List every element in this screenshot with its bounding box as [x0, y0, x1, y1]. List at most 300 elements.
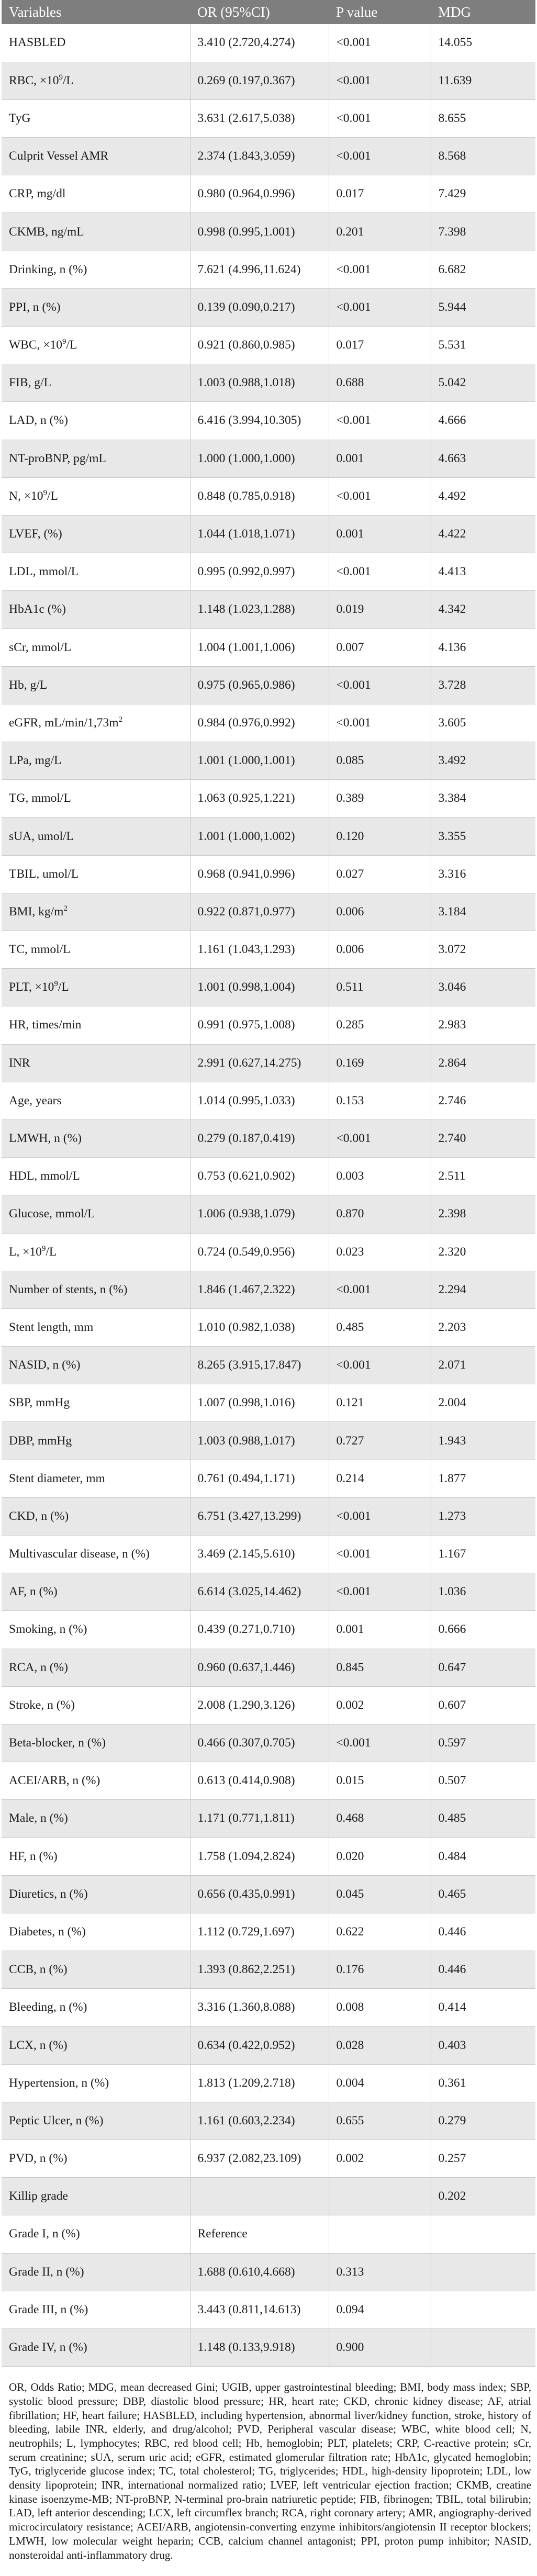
- or-ci-cell: 6.614 (3.025,14.462): [190, 1573, 329, 1611]
- variable-name: HbA1c (%): [9, 602, 66, 617]
- variable-cell: [2, 2026, 190, 2064]
- variable-cell: [2, 629, 190, 666]
- variable-name: HASBLED: [9, 36, 66, 50]
- or-ci-cell: 0.960 (0.637,1.446): [190, 1649, 329, 1686]
- p-value-cell: 0.023: [329, 1233, 431, 1271]
- mdg-cell: 1.877: [431, 1460, 535, 1497]
- variable-name: Hypertension, n (%): [9, 2076, 109, 2090]
- variable-name: AF, n (%): [9, 1585, 58, 1599]
- or-ci-cell: 1.171 (0.771,1.811): [190, 1800, 329, 1838]
- variable-name: RCA, n (%): [9, 1660, 68, 1674]
- variable-cell: [2, 1384, 190, 1422]
- variable-name: Diuretics, n (%): [9, 1887, 88, 1901]
- variable-cell: [2, 855, 190, 893]
- variable-name: CKD, n (%): [9, 1509, 69, 1523]
- p-value-cell: 0.622: [329, 1913, 431, 1951]
- table-row: [2, 553, 535, 591]
- mdg-cell: [431, 2215, 535, 2253]
- variable-cell: [2, 1460, 190, 1497]
- or-ci-cell: 1.161 (1.043,1.293): [190, 931, 329, 969]
- table-row: [2, 288, 535, 326]
- variable-name: HR, times/min: [9, 1018, 82, 1032]
- mdg-cell: 0.446: [431, 1951, 535, 1989]
- mdg-cell: 2.398: [431, 1195, 535, 1233]
- or-ci-cell: 1.000 (1.000,1.000): [190, 440, 329, 477]
- or-ci-cell: Reference: [190, 2215, 329, 2253]
- table-row: [2, 1989, 535, 2026]
- mdg-cell: 2.864: [431, 1044, 535, 1082]
- variable-name: SBP, mmHg: [9, 1396, 70, 1410]
- mdg-cell: 2.294: [431, 1271, 535, 1308]
- table-row: [2, 742, 535, 780]
- p-value-cell: 0.900: [329, 2328, 431, 2366]
- p-value-cell: 0.094: [329, 2291, 431, 2328]
- p-value-cell: 0.002: [329, 1686, 431, 1724]
- p-value-cell: 0.003: [329, 1158, 431, 1195]
- or-ci-cell: [190, 2178, 329, 2215]
- p-value-cell: 0.176: [329, 1951, 431, 1989]
- mdg-cell: 3.384: [431, 780, 535, 817]
- mdg-cell: 0.485: [431, 1800, 535, 1838]
- unit-suffix: /L: [66, 338, 77, 352]
- or-ci-cell: 0.922 (0.871,0.977): [190, 893, 329, 931]
- table-row: [2, 24, 535, 62]
- or-ci-cell: 1.112 (0.729,1.697): [190, 1913, 329, 1951]
- p-value-cell: 0.028: [329, 2026, 431, 2064]
- mdg-cell: 0.257: [431, 2140, 535, 2178]
- table-row: [2, 138, 535, 175]
- p-value-cell: <0.001: [329, 553, 431, 591]
- variable-name: TG, mmol/L: [9, 791, 71, 805]
- variable-cell: [2, 1838, 190, 1875]
- mdg-cell: 0.597: [431, 1724, 535, 1762]
- variable-cell: [2, 251, 190, 288]
- header-mdg: MDG: [438, 4, 472, 20]
- unit-superscript: 9: [43, 488, 47, 497]
- p-value-cell: 0.020: [329, 1838, 431, 1875]
- or-ci-cell: 2.008 (1.290,3.126): [190, 1686, 329, 1724]
- p-value-cell: 0.169: [329, 1044, 431, 1082]
- mdg-cell: 3.492: [431, 742, 535, 780]
- table-row: [2, 1800, 535, 1838]
- mdg-cell: [431, 2291, 535, 2328]
- variable-name: N, ×10: [9, 489, 43, 503]
- table-row: [2, 1460, 535, 1497]
- or-ci-cell: 0.139 (0.090,0.217): [190, 288, 329, 326]
- p-value-cell: 0.004: [329, 2064, 431, 2102]
- table-row: [2, 515, 535, 553]
- p-value-cell: 0.468: [329, 1800, 431, 1838]
- or-ci-cell: 0.761 (0.494,1.171): [190, 1460, 329, 1497]
- variable-name: TyG: [9, 111, 31, 125]
- variable-name: Killip grade: [9, 2189, 68, 2203]
- variable-cell: [2, 1158, 190, 1195]
- mdg-cell: 2.740: [431, 1119, 535, 1157]
- table-row: [2, 1233, 535, 1271]
- mdg-cell: 0.361: [431, 2064, 535, 2102]
- table-row: [2, 931, 535, 969]
- variable-name: PPI, n (%): [9, 300, 61, 314]
- or-ci-cell: 1.004 (1.001,1.006): [190, 629, 329, 666]
- or-ci-cell: 2.991 (0.627,14.275): [190, 1044, 329, 1082]
- table-row: [2, 704, 535, 742]
- table-row: [2, 2026, 535, 2064]
- variable-name: Stroke, n (%): [9, 1698, 75, 1712]
- table-header: [2, 0, 535, 24]
- or-ci-cell: 1.846 (1.467,2.322): [190, 1271, 329, 1308]
- mdg-cell: 4.666: [431, 402, 535, 440]
- or-ci-cell: 0.984 (0.976,0.992): [190, 704, 329, 742]
- mdg-cell: 2.511: [431, 1158, 535, 1195]
- p-value-cell: <0.001: [329, 62, 431, 99]
- variable-name: Stent length, mm: [9, 1320, 94, 1334]
- mdg-cell: 0.507: [431, 1762, 535, 1800]
- table-row: [2, 2328, 535, 2366]
- variable-name: Drinking, n (%): [9, 262, 87, 276]
- mdg-cell: 0.414: [431, 1989, 535, 2026]
- p-value-cell: <0.001: [329, 99, 431, 137]
- table-footnote: OR, Odds Ratio; MDG, mean decreased Gini; UGIB, upper gastrointestinal bleeding; BMI, body mass index; SBP, systolic blood pressure; DBP, diastolic blood pressure; HR, heart rate; CKD, chronic kidney disease; AF, atrial fibrillation; HF, heart failure; HASBLED, including hypertension, abnormal liver/kidney function, stroke, history of bleeding, labile INR, elderly, and drug/alcohol; PVD, Peripheral vascular disease; WBC, white blood cell; N, neutrophils; L, lymphocytes; RBC, red blood cell; Hb, hemoglobin; PLT, platelets; CRP, C-reactive protein; sCr, serum creatinine; sUA, serum uric acid; eGFR, estimated glomerular filtration rate; HbA1c, glycated hemoglobin; TyG, triglyceride glucose index; TC, total cholesterol; TG, triglycerides; HDL, high-density lipoprotein; LDL, low density lipoprotein; INR, international normalized ratio; LVEF, left ventricular ejection fraction; CKMB, creatine kinase isoenzyme-MB; NT-proBNP, N-terminal pro-brain natriuretic peptide; FIB, fibrinogen; TBIL, total bilirubin; LAD, left anterior descending; LCX, left circumflex branch; RCA, right coronary artery; AMR, angiography-derived microcirculatory resistance; ACEI/ARB, angiotensin-converting enzyme inhibitors/angiotensin II receptor blockers; LMWH, low molecular weight heparin; CCB, calcium channel antagonist; PPI, proton pump inhibitor; NASID, nonsteroidal anti-inflammatory drug.: [9, 2381, 531, 2561]
- header-row: [2, 0, 535, 24]
- variable-cell: [2, 704, 190, 742]
- p-value-cell: 0.006: [329, 931, 431, 969]
- mdg-cell: 3.316: [431, 855, 535, 893]
- variable-name: eGFR, mL/min/1,73m: [9, 715, 119, 730]
- variable-cell: [2, 1762, 190, 1800]
- table-row: [2, 1044, 535, 1082]
- or-ci-cell: 0.279 (0.187,0.419): [190, 1119, 329, 1157]
- variable-name: LMWH, n (%): [9, 1132, 82, 1146]
- unit-suffix: /L: [58, 980, 69, 994]
- p-value-cell: <0.001: [329, 1724, 431, 1762]
- p-value-cell: [329, 2215, 431, 2253]
- variable-name: CCB, n (%): [9, 1963, 68, 1977]
- table-body: [2, 24, 535, 2367]
- variable-cell: [2, 2178, 190, 2215]
- p-value-cell: 0.201: [329, 213, 431, 251]
- variable-cell: [2, 1875, 190, 1913]
- variable-name: sUA, umol/L: [9, 829, 74, 843]
- variable-cell: [2, 2291, 190, 2328]
- p-value-cell: <0.001: [329, 666, 431, 704]
- variable-cell: [2, 515, 190, 553]
- or-ci-cell: 0.724 (0.549,0.956): [190, 1233, 329, 1271]
- variable-cell: [2, 1082, 190, 1119]
- table-row: [2, 1649, 535, 1686]
- or-ci-cell: 0.656 (0.435,0.991): [190, 1875, 329, 1913]
- unit-suffix: /L: [63, 73, 74, 87]
- p-value-cell: 0.688: [329, 364, 431, 402]
- table-row: [2, 1573, 535, 1611]
- p-value-cell: 0.285: [329, 1006, 431, 1044]
- table-row: [2, 855, 535, 893]
- p-value-cell: 0.511: [329, 969, 431, 1006]
- header-variables: Variables: [9, 4, 62, 20]
- mdg-cell: 2.983: [431, 1006, 535, 1044]
- table-row: [2, 1875, 535, 1913]
- variable-cell: [2, 1800, 190, 1838]
- mdg-cell: 1.273: [431, 1497, 535, 1535]
- p-value-cell: <0.001: [329, 477, 431, 515]
- variable-cell: [2, 1308, 190, 1346]
- or-ci-cell: 1.003 (0.988,1.017): [190, 1422, 329, 1460]
- variable-cell: [2, 1271, 190, 1308]
- variable-cell: [2, 1611, 190, 1649]
- table-row: [2, 2140, 535, 2178]
- unit-superscript: 9: [59, 73, 63, 82]
- or-ci-cell: 6.416 (3.994,10.305): [190, 402, 329, 440]
- or-ci-cell: 1.001 (1.000,1.002): [190, 817, 329, 855]
- variable-name: LDL, mmol/L: [9, 565, 79, 579]
- variable-cell: [2, 2064, 190, 2102]
- table-row: [2, 477, 535, 515]
- variable-name: LPa, mg/L: [9, 754, 62, 768]
- table-row: [2, 2178, 535, 2215]
- variable-cell: [2, 175, 190, 213]
- mdg-cell: 0.202: [431, 2178, 535, 2215]
- variable-cell: [2, 1497, 190, 1535]
- mdg-cell: 3.072: [431, 931, 535, 969]
- variable-name: NT-proBNP, pg/mL: [9, 451, 106, 465]
- mdg-cell: 6.682: [431, 251, 535, 288]
- variable-cell: [2, 1119, 190, 1157]
- p-value-cell: <0.001: [329, 1119, 431, 1157]
- p-value-cell: 0.001: [329, 440, 431, 477]
- or-ci-cell: 1.393 (0.862,2.251): [190, 1951, 329, 1989]
- variable-name: Grade IV, n (%): [9, 2340, 87, 2355]
- table-row: [2, 666, 535, 704]
- or-ci-cell: 0.439 (0.271,0.710): [190, 1611, 329, 1649]
- table-row: [2, 1195, 535, 1233]
- table-row: [2, 1271, 535, 1308]
- or-ci-cell: 1.044 (1.018,1.071): [190, 515, 329, 553]
- table-row: [2, 175, 535, 213]
- p-value-cell: 0.214: [329, 1460, 431, 1497]
- mdg-cell: 3.728: [431, 666, 535, 704]
- mdg-cell: 0.666: [431, 1611, 535, 1649]
- p-value-cell: <0.001: [329, 24, 431, 62]
- table-row: [2, 99, 535, 137]
- or-ci-cell: 0.613 (0.414,0.908): [190, 1762, 329, 1800]
- table-row: [2, 1536, 535, 1573]
- variable-name: Grade III, n (%): [9, 2302, 88, 2316]
- variable-name: L, ×10: [9, 1245, 42, 1259]
- p-value-cell: <0.001: [329, 1497, 431, 1535]
- or-ci-cell: 7.621 (4.996,11.624): [190, 251, 329, 288]
- p-value-cell: 0.001: [329, 515, 431, 553]
- or-ci-cell: 1.001 (0.998,1.004): [190, 969, 329, 1006]
- p-value-cell: 0.001: [329, 1611, 431, 1649]
- variable-cell: [2, 477, 190, 515]
- p-value-cell: 0.870: [329, 1195, 431, 1233]
- mdg-cell: 0.465: [431, 1875, 535, 1913]
- mdg-cell: 0.446: [431, 1913, 535, 1951]
- table-row: [2, 213, 535, 251]
- unit-superscript: 2: [63, 904, 68, 913]
- table-row: [2, 2291, 535, 2328]
- p-value-cell: 0.845: [329, 1649, 431, 1686]
- mdg-cell: 1.167: [431, 1536, 535, 1573]
- variable-name: INR: [9, 1056, 30, 1070]
- variable-cell: [2, 817, 190, 855]
- unit-superscript: 9: [62, 338, 66, 346]
- or-ci-cell: 3.469 (2.145,5.610): [190, 1536, 329, 1573]
- variable-name: NASID, n (%): [9, 1358, 81, 1372]
- or-ci-cell: 6.937 (2.082,23.109): [190, 2140, 329, 2178]
- or-ci-cell: 3.631 (2.617,5.038): [190, 99, 329, 137]
- mdg-cell: 3.046: [431, 969, 535, 1006]
- or-ci-cell: 6.751 (3.427,13.299): [190, 1497, 329, 1535]
- or-ci-cell: 1.010 (0.982,1.038): [190, 1308, 329, 1346]
- or-ci-cell: 1.063 (0.925,1.221): [190, 780, 329, 817]
- p-value-cell: 0.017: [329, 327, 431, 364]
- p-value-cell: 0.389: [329, 780, 431, 817]
- p-value-cell: 0.017: [329, 175, 431, 213]
- or-ci-cell: 0.921 (0.860,0.985): [190, 327, 329, 364]
- mdg-cell: 4.342: [431, 591, 535, 629]
- p-value-cell: <0.001: [329, 402, 431, 440]
- or-ci-cell: 1.688 (0.610,4.668): [190, 2253, 329, 2291]
- mdg-cell: 4.413: [431, 553, 535, 591]
- or-ci-cell: 3.443 (0.811,14.613): [190, 2291, 329, 2328]
- or-ci-cell: 1.001 (1.000,1.001): [190, 742, 329, 780]
- variable-name: CKMB, ng/mL: [9, 225, 84, 239]
- or-ci-cell: 1.007 (0.998,1.016): [190, 1384, 329, 1422]
- mdg-cell: 1.036: [431, 1573, 535, 1611]
- or-ci-cell: 1.148 (1.023,1.288): [190, 591, 329, 629]
- variable-cell: [2, 1044, 190, 1082]
- p-value-cell: <0.001: [329, 251, 431, 288]
- header-or-ci: OR (95%CI): [197, 4, 270, 20]
- variable-name: Culprit Vessel AMR: [9, 149, 109, 163]
- variable-cell: [2, 1195, 190, 1233]
- p-value-cell: <0.001: [329, 138, 431, 175]
- variable-cell: [2, 1649, 190, 1686]
- p-value-cell: 0.019: [329, 591, 431, 629]
- mdg-cell: 4.136: [431, 629, 535, 666]
- variable-name: sCr, mmol/L: [9, 640, 72, 654]
- p-value-cell: [329, 2178, 431, 2215]
- variable-name: Age, years: [9, 1093, 62, 1107]
- mdg-cell: [431, 2328, 535, 2366]
- p-value-cell: 0.313: [329, 2253, 431, 2291]
- mdg-cell: 5.042: [431, 364, 535, 402]
- variable-name: FIB, g/L: [9, 376, 51, 390]
- or-ci-cell: 1.014 (0.995,1.033): [190, 1082, 329, 1119]
- variable-name: TC, mmol/L: [9, 943, 71, 957]
- p-value-cell: <0.001: [329, 288, 431, 326]
- or-ci-cell: 0.968 (0.941,0.996): [190, 855, 329, 893]
- variable-cell: [2, 553, 190, 591]
- variable-name: LVEF, (%): [9, 527, 62, 541]
- mdg-cell: 0.279: [431, 2102, 535, 2140]
- table-row: [2, 629, 535, 666]
- variable-cell: [2, 402, 190, 440]
- table-row: [2, 1838, 535, 1875]
- variable-name: Stent diameter, mm: [9, 1471, 105, 1485]
- or-ci-cell: 0.269 (0.197,0.367): [190, 62, 329, 99]
- variable-cell: [2, 742, 190, 780]
- p-value-cell: 0.085: [329, 742, 431, 780]
- variable-cell: [2, 24, 190, 62]
- variable-name: Number of stents, n (%): [9, 1282, 128, 1296]
- or-ci-cell: 3.410 (2.720,4.274): [190, 24, 329, 62]
- or-ci-cell: 2.374 (1.843,3.059): [190, 138, 329, 175]
- p-value-cell: <0.001: [329, 1573, 431, 1611]
- p-value-cell: <0.001: [329, 704, 431, 742]
- table-row: [2, 251, 535, 288]
- table-row: [2, 1724, 535, 1762]
- variable-cell: [2, 327, 190, 364]
- mdg-cell: 14.055: [431, 24, 535, 62]
- or-ci-cell: 1.003 (0.988,1.018): [190, 364, 329, 402]
- mdg-cell: 0.607: [431, 1686, 535, 1724]
- table-row: [2, 817, 535, 855]
- variable-cell: [2, 62, 190, 99]
- variable-name: ACEI/ARB, n (%): [9, 1774, 100, 1788]
- variable-cell: [2, 931, 190, 969]
- mdg-cell: 1.943: [431, 1422, 535, 1460]
- p-value-cell: 0.485: [329, 1308, 431, 1346]
- or-ci-cell: 0.466 (0.307,0.705): [190, 1724, 329, 1762]
- variable-name: Grade I, n (%): [9, 2227, 80, 2241]
- table-row: [2, 1006, 535, 1044]
- table-row: [2, 327, 535, 364]
- p-value-cell: 0.120: [329, 817, 431, 855]
- mdg-cell: 11.639: [431, 62, 535, 99]
- p-value-cell: 0.727: [329, 1422, 431, 1460]
- or-ci-cell: 0.980 (0.964,0.996): [190, 175, 329, 213]
- or-ci-cell: 0.991 (0.975,1.008): [190, 1006, 329, 1044]
- variable-cell: [2, 364, 190, 402]
- unit-suffix: /L: [46, 1245, 57, 1259]
- variable-name: LCX, n (%): [9, 2038, 68, 2052]
- variable-cell: [2, 1347, 190, 1384]
- table-row: [2, 780, 535, 817]
- mdg-cell: 2.203: [431, 1308, 535, 1346]
- variable-cell: [2, 288, 190, 326]
- variable-cell: [2, 969, 190, 1006]
- variable-name: CRP, mg/dl: [9, 187, 66, 201]
- or-ci-cell: 0.998 (0.995,1.001): [190, 213, 329, 251]
- variable-cell: [2, 2215, 190, 2253]
- variable-name: TBIL, umol/L: [9, 867, 79, 881]
- table-row: [2, 1951, 535, 1989]
- or-ci-cell: 1.148 (0.133,9.918): [190, 2328, 329, 2366]
- table-row: [2, 2064, 535, 2102]
- p-value-cell: 0.006: [329, 893, 431, 931]
- variable-cell: [2, 780, 190, 817]
- p-value-cell: 0.153: [329, 1082, 431, 1119]
- table-row: [2, 1347, 535, 1384]
- mdg-cell: 2.071: [431, 1347, 535, 1384]
- variable-name: Diabetes, n (%): [9, 1924, 86, 1939]
- table-row: [2, 364, 535, 402]
- table-row: [2, 2253, 535, 2291]
- mdg-cell: 8.568: [431, 138, 535, 175]
- unit-superscript: 9: [54, 980, 58, 989]
- table-row: [2, 1611, 535, 1649]
- p-value-cell: 0.121: [329, 1384, 431, 1422]
- mdg-cell: 4.663: [431, 440, 535, 477]
- table-row: [2, 2215, 535, 2253]
- variable-cell: [2, 1913, 190, 1951]
- or-ci-cell: 1.813 (1.209,2.718): [190, 2064, 329, 2102]
- table-row: [2, 1913, 535, 1951]
- mdg-cell: 2.004: [431, 1384, 535, 1422]
- variable-cell: [2, 591, 190, 629]
- variable-name: HF, n (%): [9, 1849, 58, 1863]
